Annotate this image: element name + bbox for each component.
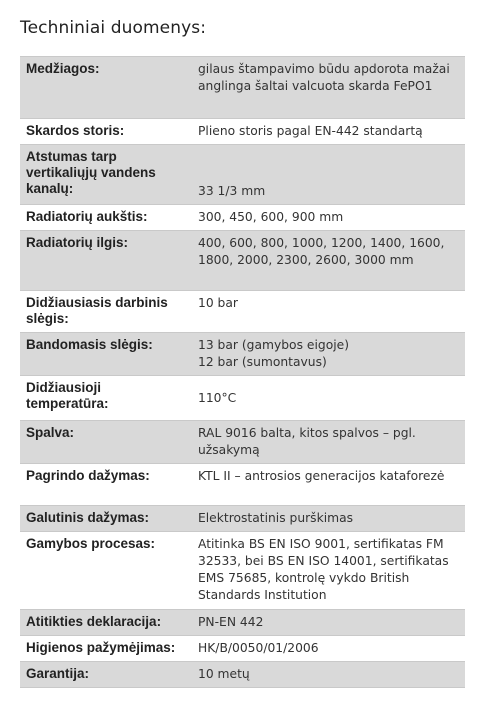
spec-row-final-painting <box>20 506 465 532</box>
spec-row-primer-painting <box>20 464 465 506</box>
spec-label: Pagrindo dažymas: <box>20 464 192 506</box>
spec-row-sheet-thickness <box>20 119 465 145</box>
spec-value <box>192 333 465 376</box>
spec-row-declaration <box>20 610 465 636</box>
spec-row-color <box>20 421 465 464</box>
spec-value: 110°C <box>192 376 465 421</box>
spec-table <box>20 56 465 688</box>
spec-label: Radiatorių ilgis: <box>20 231 192 291</box>
spec-row-max-temperature <box>20 376 465 421</box>
spec-label: Spalva: <box>20 421 192 464</box>
spec-label: Atstumas tarp vertikaliųjų vandens kanalų: <box>20 145 192 205</box>
spec-row-channel-distance <box>20 145 465 205</box>
spec-value: 10 metų <box>192 662 465 688</box>
spec-label: Didžiausioji temperatūra: <box>20 376 192 421</box>
spec-row-materials <box>20 57 465 119</box>
spec-value: PN-EN 442 <box>192 610 465 636</box>
spec-value: 400, 600, 800, 1000, 1200, 1400, 1600, 1800, 2000, 2300, 2600, 3000 mm <box>192 231 465 291</box>
spec-label: Garantija: <box>20 662 192 688</box>
spec-value: KTL II – antrosios generacijos kataforezė <box>192 464 465 506</box>
spec-row-length <box>20 231 465 291</box>
spec-row-max-working-pressure <box>20 291 465 333</box>
spec-value-line: 12 bar (sumontavus) <box>198 355 327 369</box>
spec-value: HK/B/0050/01/2006 <box>192 636 465 662</box>
spec-value: RAL 9016 balta, kitos spalvos – pgl. užsakymą <box>192 421 465 464</box>
spec-value: gilaus štampavimo būdu apdorota mažai anglinga šaltai valcuota skarda FePO1 <box>192 57 465 119</box>
spec-label: Bandomasis slėgis: <box>20 333 192 376</box>
spec-row-hygiene-certificate <box>20 636 465 662</box>
spec-row-production-process <box>20 532 465 610</box>
spec-value: Plieno storis pagal EN-442 standartą <box>192 119 465 145</box>
spec-label: Gamybos procesas: <box>20 532 192 610</box>
spec-label: Skardos storis: <box>20 119 192 145</box>
spec-row-height <box>20 205 465 231</box>
spec-value: Atitinka BS EN ISO 9001, sertifikatas FM 32533, bei BS EN ISO 14001, sertifikatas EMS 75685, kontrolę vykdo British Standards Institution <box>192 532 465 610</box>
spec-label: Atitikties deklaracija: <box>20 610 192 636</box>
spec-value-line: 13 bar (gamybos eigoje) <box>198 338 349 352</box>
page-title: Techniniai duomenys: <box>20 18 207 38</box>
spec-label: Radiatorių aukštis: <box>20 205 192 231</box>
spec-row-test-pressure <box>20 333 465 376</box>
spec-value: Elektrostatinis purškimas <box>192 506 465 532</box>
spec-row-warranty <box>20 662 465 688</box>
spec-label: Galutinis dažymas: <box>20 506 192 532</box>
spec-label: Didžiausiasis darbinis slėgis: <box>20 291 192 333</box>
spec-label: Higienos pažymėjimas: <box>20 636 192 662</box>
spec-value: 300, 450, 600, 900 mm <box>192 205 465 231</box>
spec-value: 10 bar <box>192 291 465 333</box>
spec-value: 33 1/3 mm <box>192 145 465 205</box>
spec-label: Medžiagos: <box>20 57 192 119</box>
